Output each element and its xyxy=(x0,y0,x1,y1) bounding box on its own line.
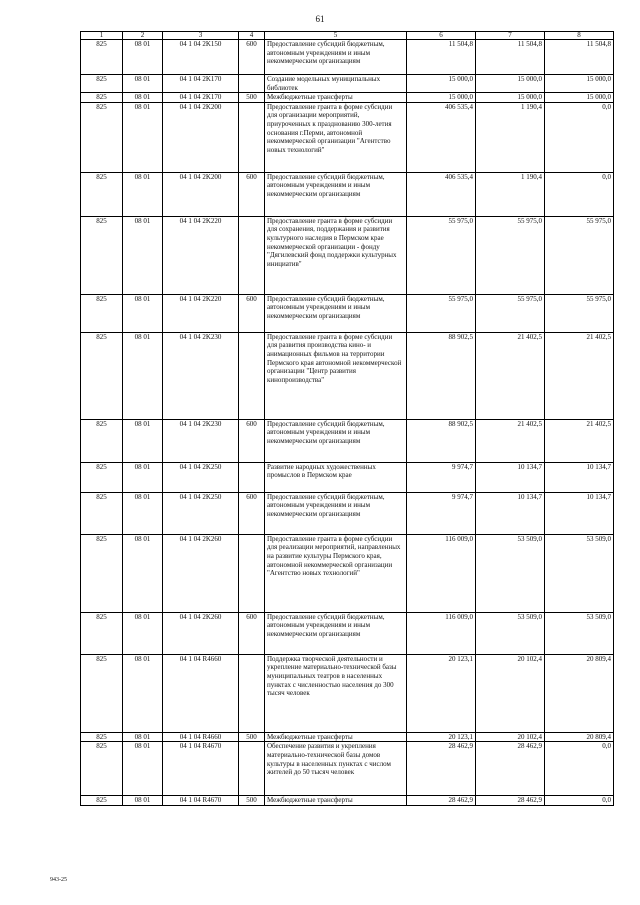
cell-target-article: 04 1 04 2K230 xyxy=(163,419,239,462)
cell-ministry-code: 825 xyxy=(81,732,123,742)
table-row xyxy=(81,419,614,462)
cell-amount-6: 88 902,5 xyxy=(407,419,476,462)
cell-target-article: 04 1 04 R4670 xyxy=(163,796,239,806)
table-row xyxy=(81,294,614,332)
column-header: 1 xyxy=(81,32,123,40)
cell-amount-8: 15 000,0 xyxy=(545,93,614,103)
cell-description: Предоставление субсидий бюджетным, автономным учреждениям и иным некоммерческим организациям xyxy=(265,172,407,216)
cell-amount-6: 15 000,0 xyxy=(407,93,476,103)
cell-section-code: 08 01 xyxy=(123,492,163,534)
cell-description: Развитие народных художественных промыслов в Пермском крае xyxy=(265,462,407,492)
cell-description: Обеспечение развития и укрепления материально-технической базы домов культуры в населенных пунктах с числом жителей до 50 тысяч человек xyxy=(265,742,407,796)
cell-description: Предоставление субсидий бюджетным, автономным учреждениям и иным некоммерческим организациям xyxy=(265,40,407,75)
table-row xyxy=(81,216,614,294)
cell-amount-7: 53 509,0 xyxy=(476,612,545,654)
cell-section-code: 08 01 xyxy=(123,462,163,492)
cell-section-code: 08 01 xyxy=(123,742,163,796)
cell-amount-6: 55 975,0 xyxy=(407,216,476,294)
cell-amount-8: 55 975,0 xyxy=(545,216,614,294)
cell-amount-7: 55 975,0 xyxy=(476,216,545,294)
cell-amount-6: 116 009,0 xyxy=(407,612,476,654)
table-row xyxy=(81,654,614,732)
cell-target-article: 04 1 04 2K250 xyxy=(163,492,239,534)
cell-amount-8: 0,0 xyxy=(545,172,614,216)
cell-description: Предоставление гранта в форме субсидии для организации мероприятий, приуроченных к празднованию 300-летия основания г.Перми, автономной некоммерческой организации "Агентство новых технологий" xyxy=(265,102,407,172)
cell-expense-type: 600 xyxy=(239,492,265,534)
cell-amount-7: 10 134,7 xyxy=(476,462,545,492)
cell-amount-7: 1 190,4 xyxy=(476,102,545,172)
table-row xyxy=(81,612,614,654)
cell-description: Межбюджетные трансферты xyxy=(265,732,407,742)
cell-expense-type: 500 xyxy=(239,93,265,103)
cell-expense-type xyxy=(239,462,265,492)
cell-section-code: 08 01 xyxy=(123,75,163,93)
cell-amount-6: 11 504,8 xyxy=(407,40,476,75)
column-header: 8 xyxy=(545,32,614,40)
cell-amount-8: 21 402,5 xyxy=(545,332,614,419)
cell-description: Межбюджетные трансферты xyxy=(265,93,407,103)
cell-target-article: 04 1 04 2K220 xyxy=(163,294,239,332)
cell-expense-type xyxy=(239,216,265,294)
cell-expense-type xyxy=(239,654,265,732)
cell-section-code: 08 01 xyxy=(123,93,163,103)
cell-target-article: 04 1 04 2K170 xyxy=(163,93,239,103)
cell-target-article: 04 1 04 2K230 xyxy=(163,332,239,419)
cell-amount-8: 53 509,0 xyxy=(545,612,614,654)
table-row xyxy=(81,742,614,796)
cell-expense-type: 500 xyxy=(239,796,265,806)
cell-ministry-code: 825 xyxy=(81,462,123,492)
cell-ministry-code: 825 xyxy=(81,216,123,294)
cell-expense-type xyxy=(239,742,265,796)
cell-expense-type: 600 xyxy=(239,419,265,462)
cell-section-code: 08 01 xyxy=(123,40,163,75)
table-row xyxy=(81,492,614,534)
cell-amount-7: 21 402,5 xyxy=(476,419,545,462)
cell-section-code: 08 01 xyxy=(123,332,163,419)
table-row xyxy=(81,796,614,806)
table-row xyxy=(81,534,614,612)
cell-ministry-code: 825 xyxy=(81,492,123,534)
cell-target-article: 04 1 04 R4660 xyxy=(163,732,239,742)
cell-amount-7: 21 402,5 xyxy=(476,332,545,419)
cell-amount-8: 0,0 xyxy=(545,796,614,806)
cell-target-article: 04 1 04 2K250 xyxy=(163,462,239,492)
cell-section-code: 08 01 xyxy=(123,534,163,612)
cell-description: Предоставление гранта в форме субсидии для развития производства кино- и анимационных фильмов на территории Пермского края автономной некоммерческой организации "Центр развития кинопроизводства" xyxy=(265,332,407,419)
cell-amount-7: 1 190,4 xyxy=(476,172,545,216)
cell-target-article: 04 1 04 2K260 xyxy=(163,534,239,612)
document-code: 943-25 xyxy=(50,877,67,883)
table-row xyxy=(81,102,614,172)
cell-expense-type xyxy=(239,75,265,93)
cell-target-article: 04 1 04 2K170 xyxy=(163,75,239,93)
table-row xyxy=(81,462,614,492)
cell-description: Предоставление гранта в форме субсидии для сохранения, поддержания и развития культурного наследия в Пермском крае некоммерческой организации - фонду "Дягилевский фонд поддержки культурных инициатив" xyxy=(265,216,407,294)
cell-section-code: 08 01 xyxy=(123,294,163,332)
cell-ministry-code: 825 xyxy=(81,40,123,75)
cell-amount-6: 28 462,9 xyxy=(407,742,476,796)
cell-amount-6: 9 974,7 xyxy=(407,462,476,492)
cell-amount-6: 20 123,1 xyxy=(407,654,476,732)
cell-amount-6: 28 462,9 xyxy=(407,796,476,806)
cell-amount-7: 11 504,8 xyxy=(476,40,545,75)
table-row xyxy=(81,40,614,75)
cell-ministry-code: 825 xyxy=(81,93,123,103)
budget-table xyxy=(80,31,614,806)
cell-amount-8: 0,0 xyxy=(545,102,614,172)
cell-amount-6: 116 009,0 xyxy=(407,534,476,612)
cell-target-article: 04 1 04 R4670 xyxy=(163,742,239,796)
cell-ministry-code: 825 xyxy=(81,534,123,612)
cell-ministry-code: 825 xyxy=(81,612,123,654)
cell-target-article: 04 1 04 2K200 xyxy=(163,172,239,216)
cell-description: Предоставление субсидий бюджетным, автономным учреждениям и иным некоммерческим организациям xyxy=(265,419,407,462)
cell-section-code: 08 01 xyxy=(123,102,163,172)
cell-amount-7: 15 000,0 xyxy=(476,75,545,93)
table-row xyxy=(81,75,614,93)
column-header: 2 xyxy=(123,32,163,40)
cell-amount-7: 53 509,0 xyxy=(476,534,545,612)
column-header: 3 xyxy=(163,32,239,40)
cell-expense-type: 500 xyxy=(239,732,265,742)
cell-expense-type: 600 xyxy=(239,40,265,75)
cell-ministry-code: 825 xyxy=(81,796,123,806)
cell-target-article: 04 1 04 R4660 xyxy=(163,654,239,732)
cell-ministry-code: 825 xyxy=(81,419,123,462)
cell-description: Предоставление гранта в форме субсидии для реализации мероприятий, направленных на развитие культуры Пермского края, автономной некоммерческой организации "Агентство новых технологий" xyxy=(265,534,407,612)
cell-amount-6: 9 974,7 xyxy=(407,492,476,534)
cell-amount-8: 55 975,0 xyxy=(545,294,614,332)
cell-section-code: 08 01 xyxy=(123,732,163,742)
cell-ministry-code: 825 xyxy=(81,654,123,732)
cell-amount-6: 406 535,4 xyxy=(407,102,476,172)
cell-description: Предоставление субсидий бюджетным, автономным учреждениям и иным некоммерческим организациям xyxy=(265,492,407,534)
cell-amount-6: 406 535,4 xyxy=(407,172,476,216)
cell-expense-type xyxy=(239,332,265,419)
cell-amount-7: 20 102,4 xyxy=(476,654,545,732)
cell-amount-8: 15 000,0 xyxy=(545,75,614,93)
table-row xyxy=(81,172,614,216)
cell-description: Создание модельных муниципальных библиотек xyxy=(265,75,407,93)
cell-target-article: 04 1 04 2K220 xyxy=(163,216,239,294)
cell-amount-8: 21 402,5 xyxy=(545,419,614,462)
cell-target-article: 04 1 04 2K150 xyxy=(163,40,239,75)
table-row xyxy=(81,93,614,103)
cell-ministry-code: 825 xyxy=(81,294,123,332)
cell-section-code: 08 01 xyxy=(123,796,163,806)
cell-ministry-code: 825 xyxy=(81,102,123,172)
cell-section-code: 08 01 xyxy=(123,216,163,294)
cell-amount-8: 10 134,7 xyxy=(545,492,614,534)
cell-ministry-code: 825 xyxy=(81,332,123,419)
cell-ministry-code: 825 xyxy=(81,172,123,216)
cell-section-code: 08 01 xyxy=(123,172,163,216)
table-row xyxy=(81,732,614,742)
column-header: 5 xyxy=(265,32,407,40)
cell-amount-8: 53 509,0 xyxy=(545,534,614,612)
cell-expense-type xyxy=(239,534,265,612)
cell-amount-8: 20 809,4 xyxy=(545,654,614,732)
cell-section-code: 08 01 xyxy=(123,654,163,732)
cell-expense-type xyxy=(239,102,265,172)
cell-description: Поддержка творческой деятельности и укрепление материально-технической базы муниципальных театров в населенных пунктах с численностью населения до 300 тысяч человек xyxy=(265,654,407,732)
cell-amount-8: 20 809,4 xyxy=(545,732,614,742)
cell-amount-7: 55 975,0 xyxy=(476,294,545,332)
cell-amount-7: 20 102,4 xyxy=(476,732,545,742)
cell-amount-7: 28 462,9 xyxy=(476,742,545,796)
cell-target-article: 04 1 04 2K200 xyxy=(163,102,239,172)
header-row xyxy=(81,32,614,40)
cell-section-code: 08 01 xyxy=(123,419,163,462)
cell-amount-6: 88 902,5 xyxy=(407,332,476,419)
cell-ministry-code: 825 xyxy=(81,75,123,93)
cell-description: Предоставление субсидий бюджетным, автономным учреждениям и иным некоммерческим организациям xyxy=(265,612,407,654)
cell-amount-7: 10 134,7 xyxy=(476,492,545,534)
column-header: 4 xyxy=(239,32,265,40)
cell-amount-6: 15 000,0 xyxy=(407,75,476,93)
cell-amount-8: 0,0 xyxy=(545,742,614,796)
cell-amount-6: 55 975,0 xyxy=(407,294,476,332)
table-row xyxy=(81,332,614,419)
page-number: 61 xyxy=(315,14,325,24)
cell-expense-type: 600 xyxy=(239,294,265,332)
column-header: 7 xyxy=(476,32,545,40)
cell-expense-type: 600 xyxy=(239,612,265,654)
column-header: 6 xyxy=(407,32,476,40)
cell-amount-7: 15 000,0 xyxy=(476,93,545,103)
cell-amount-7: 28 462,9 xyxy=(476,796,545,806)
cell-description: Предоставление субсидий бюджетным, автономным учреждениям и иным некоммерческим организациям xyxy=(265,294,407,332)
cell-amount-6: 20 123,1 xyxy=(407,732,476,742)
cell-ministry-code: 825 xyxy=(81,742,123,796)
cell-amount-8: 11 504,8 xyxy=(545,40,614,75)
cell-description: Межбюджетные трансферты xyxy=(265,796,407,806)
cell-amount-8: 10 134,7 xyxy=(545,462,614,492)
cell-section-code: 08 01 xyxy=(123,612,163,654)
cell-target-article: 04 1 04 2K260 xyxy=(163,612,239,654)
cell-expense-type: 600 xyxy=(239,172,265,216)
